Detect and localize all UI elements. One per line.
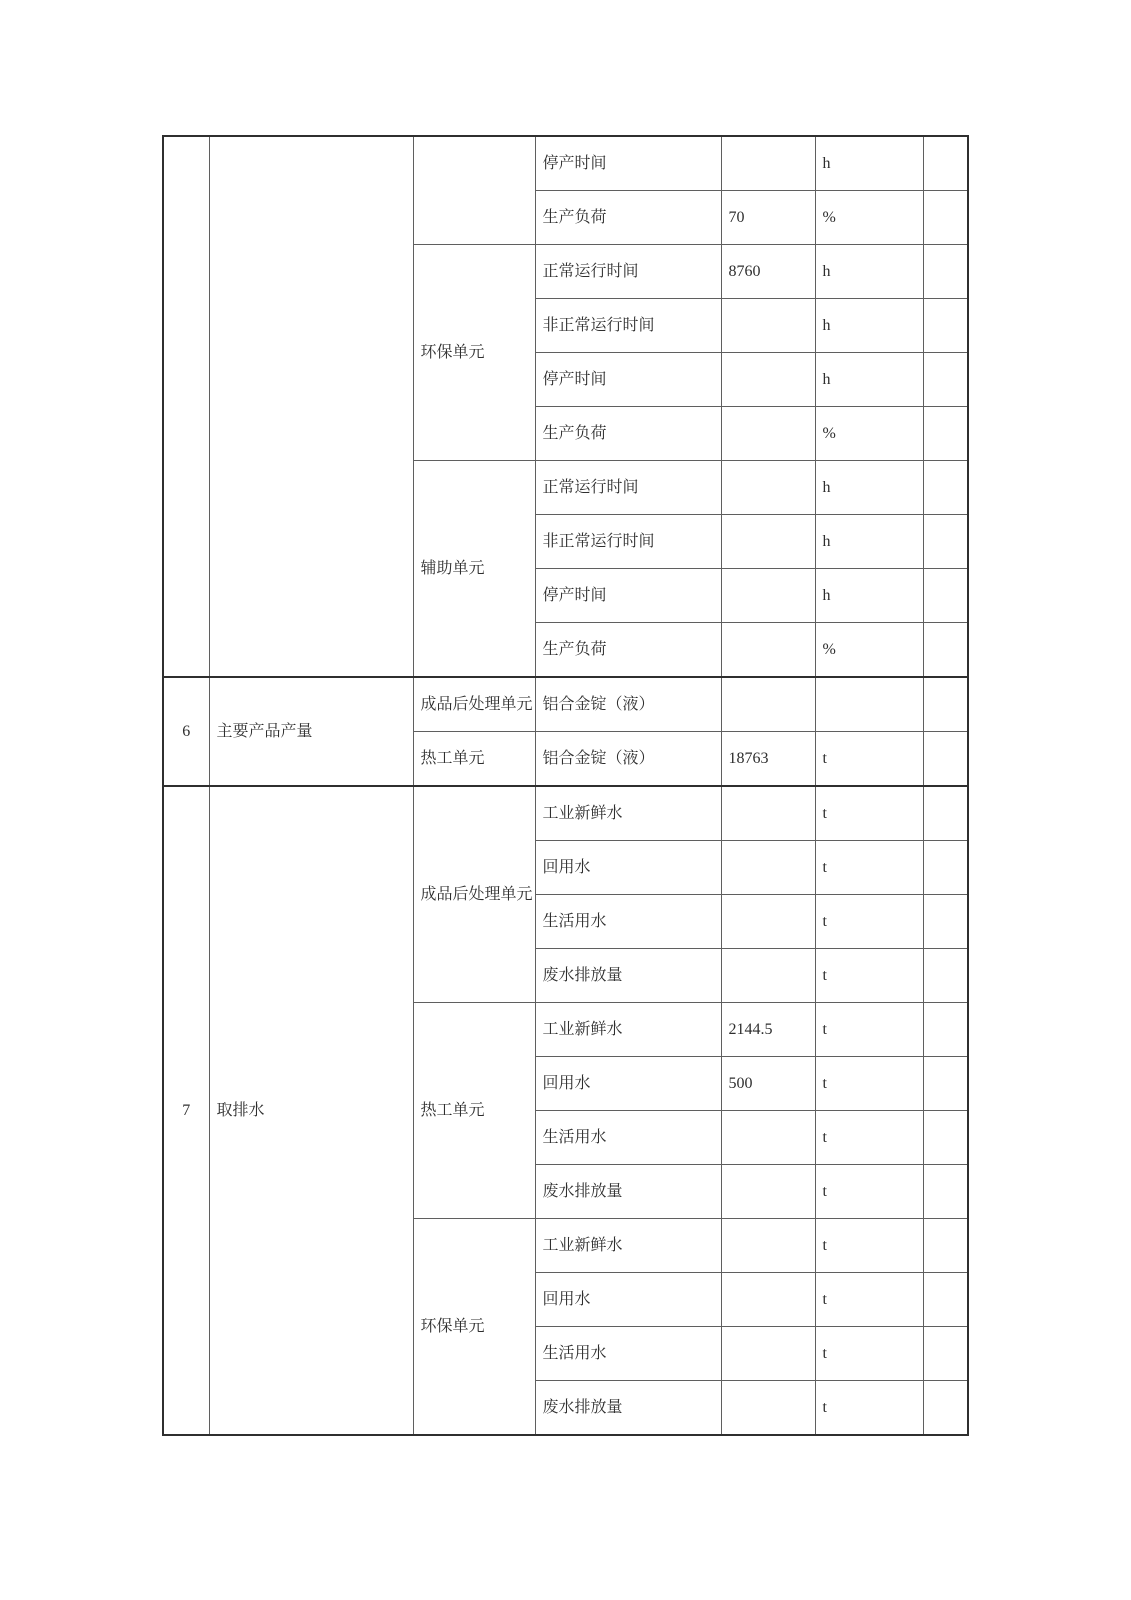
unit-group-cell: 环保单元 bbox=[413, 245, 535, 461]
row-value-cell bbox=[721, 515, 815, 569]
row-note-cell bbox=[923, 245, 968, 299]
row-unit-cell: t bbox=[815, 895, 923, 949]
row-unit-cell: t bbox=[815, 732, 923, 787]
row-item-cell: 废水排放量 bbox=[535, 949, 721, 1003]
row-value-cell: 2144.5 bbox=[721, 1003, 815, 1057]
row-note-cell bbox=[923, 191, 968, 245]
row-item-cell: 生活用水 bbox=[535, 1327, 721, 1381]
row-value-cell bbox=[721, 895, 815, 949]
table-row bbox=[163, 136, 968, 191]
row-value-cell bbox=[721, 1327, 815, 1381]
row-item-cell: 生活用水 bbox=[535, 895, 721, 949]
row-item-cell: 停产时间 bbox=[535, 353, 721, 407]
row-note-cell bbox=[923, 1003, 968, 1057]
row-note-cell bbox=[923, 786, 968, 841]
row-item-cell: 铝合金锭（液） bbox=[535, 732, 721, 787]
row-note-cell bbox=[923, 515, 968, 569]
row-unit-cell: t bbox=[815, 1111, 923, 1165]
unit-group-cell: 成品后处理单元 bbox=[413, 786, 535, 1003]
row-item-cell: 废水排放量 bbox=[535, 1381, 721, 1436]
row-unit-cell: h bbox=[815, 136, 923, 191]
row-note-cell bbox=[923, 136, 968, 191]
row-note-cell bbox=[923, 1219, 968, 1273]
row-unit-cell: t bbox=[815, 786, 923, 841]
section-no-cell bbox=[163, 136, 209, 677]
row-note-cell bbox=[923, 569, 968, 623]
row-item-cell: 工业新鲜水 bbox=[535, 1003, 721, 1057]
table-row bbox=[163, 786, 968, 841]
row-note-cell bbox=[923, 841, 968, 895]
row-value-cell bbox=[721, 949, 815, 1003]
row-value-cell bbox=[721, 1111, 815, 1165]
row-value-cell bbox=[721, 841, 815, 895]
row-unit-cell: t bbox=[815, 1327, 923, 1381]
unit-group-cell: 热工单元 bbox=[413, 1003, 535, 1219]
section-category-cell: 取排水 bbox=[209, 786, 413, 1435]
row-unit-cell: h bbox=[815, 299, 923, 353]
row-unit-cell: t bbox=[815, 1003, 923, 1057]
row-note-cell bbox=[923, 623, 968, 678]
row-note-cell bbox=[923, 732, 968, 787]
unit-group-cell: 热工单元 bbox=[413, 732, 535, 787]
row-unit-cell: % bbox=[815, 407, 923, 461]
row-value-cell: 500 bbox=[721, 1057, 815, 1111]
row-unit-cell: h bbox=[815, 353, 923, 407]
row-item-cell: 停产时间 bbox=[535, 136, 721, 191]
row-item-cell: 工业新鲜水 bbox=[535, 1219, 721, 1273]
row-value-cell bbox=[721, 623, 815, 678]
row-unit-cell: h bbox=[815, 461, 923, 515]
row-note-cell bbox=[923, 949, 968, 1003]
row-value-cell: 8760 bbox=[721, 245, 815, 299]
row-unit-cell: % bbox=[815, 191, 923, 245]
row-item-cell: 生产负荷 bbox=[535, 407, 721, 461]
row-item-cell: 回用水 bbox=[535, 1057, 721, 1111]
row-unit-cell: t bbox=[815, 1273, 923, 1327]
row-value-cell bbox=[721, 407, 815, 461]
row-value-cell bbox=[721, 136, 815, 191]
row-value-cell bbox=[721, 461, 815, 515]
row-note-cell bbox=[923, 1327, 968, 1381]
row-unit-cell: t bbox=[815, 1057, 923, 1111]
row-value-cell bbox=[721, 353, 815, 407]
row-item-cell: 非正常运行时间 bbox=[535, 515, 721, 569]
row-unit-cell: t bbox=[815, 1165, 923, 1219]
unit-group-cell bbox=[413, 136, 535, 245]
section-no-cell: 7 bbox=[163, 786, 209, 1435]
row-value-cell bbox=[721, 299, 815, 353]
section-no-cell: 6 bbox=[163, 677, 209, 786]
row-item-cell: 回用水 bbox=[535, 841, 721, 895]
row-unit-cell: t bbox=[815, 1381, 923, 1436]
row-item-cell: 铝合金锭（液） bbox=[535, 677, 721, 732]
unit-group-cell: 辅助单元 bbox=[413, 461, 535, 678]
row-unit-cell: h bbox=[815, 569, 923, 623]
row-value-cell bbox=[721, 786, 815, 841]
row-item-cell: 废水排放量 bbox=[535, 1165, 721, 1219]
row-item-cell: 回用水 bbox=[535, 1273, 721, 1327]
row-item-cell: 正常运行时间 bbox=[535, 461, 721, 515]
row-unit-cell: h bbox=[815, 245, 923, 299]
production-data-table bbox=[162, 135, 969, 1436]
row-value-cell bbox=[721, 1381, 815, 1436]
row-unit-cell: t bbox=[815, 841, 923, 895]
table-row bbox=[163, 677, 968, 732]
row-note-cell bbox=[923, 1111, 968, 1165]
row-value-cell: 18763 bbox=[721, 732, 815, 787]
row-item-cell: 正常运行时间 bbox=[535, 245, 721, 299]
section-category-cell: 主要产品产量 bbox=[209, 677, 413, 786]
row-note-cell bbox=[923, 353, 968, 407]
row-note-cell bbox=[923, 1273, 968, 1327]
unit-group-cell: 成品后处理单元 bbox=[413, 677, 535, 732]
row-note-cell bbox=[923, 1381, 968, 1436]
row-item-cell: 生产负荷 bbox=[535, 191, 721, 245]
row-note-cell bbox=[923, 1057, 968, 1111]
row-item-cell: 非正常运行时间 bbox=[535, 299, 721, 353]
row-note-cell bbox=[923, 461, 968, 515]
row-note-cell bbox=[923, 895, 968, 949]
row-value-cell bbox=[721, 1219, 815, 1273]
row-value-cell bbox=[721, 1165, 815, 1219]
row-item-cell: 生活用水 bbox=[535, 1111, 721, 1165]
row-value-cell bbox=[721, 677, 815, 732]
row-item-cell: 工业新鲜水 bbox=[535, 786, 721, 841]
row-unit-cell bbox=[815, 677, 923, 732]
row-value-cell: 70 bbox=[721, 191, 815, 245]
row-note-cell bbox=[923, 1165, 968, 1219]
row-value-cell bbox=[721, 1273, 815, 1327]
section-category-cell bbox=[209, 136, 413, 677]
row-unit-cell: % bbox=[815, 623, 923, 678]
row-unit-cell: t bbox=[815, 949, 923, 1003]
row-note-cell bbox=[923, 677, 968, 732]
row-unit-cell: h bbox=[815, 515, 923, 569]
row-note-cell bbox=[923, 407, 968, 461]
row-value-cell bbox=[721, 569, 815, 623]
row-item-cell: 生产负荷 bbox=[535, 623, 721, 678]
unit-group-cell: 环保单元 bbox=[413, 1219, 535, 1436]
row-unit-cell: t bbox=[815, 1219, 923, 1273]
row-note-cell bbox=[923, 299, 968, 353]
row-item-cell: 停产时间 bbox=[535, 569, 721, 623]
